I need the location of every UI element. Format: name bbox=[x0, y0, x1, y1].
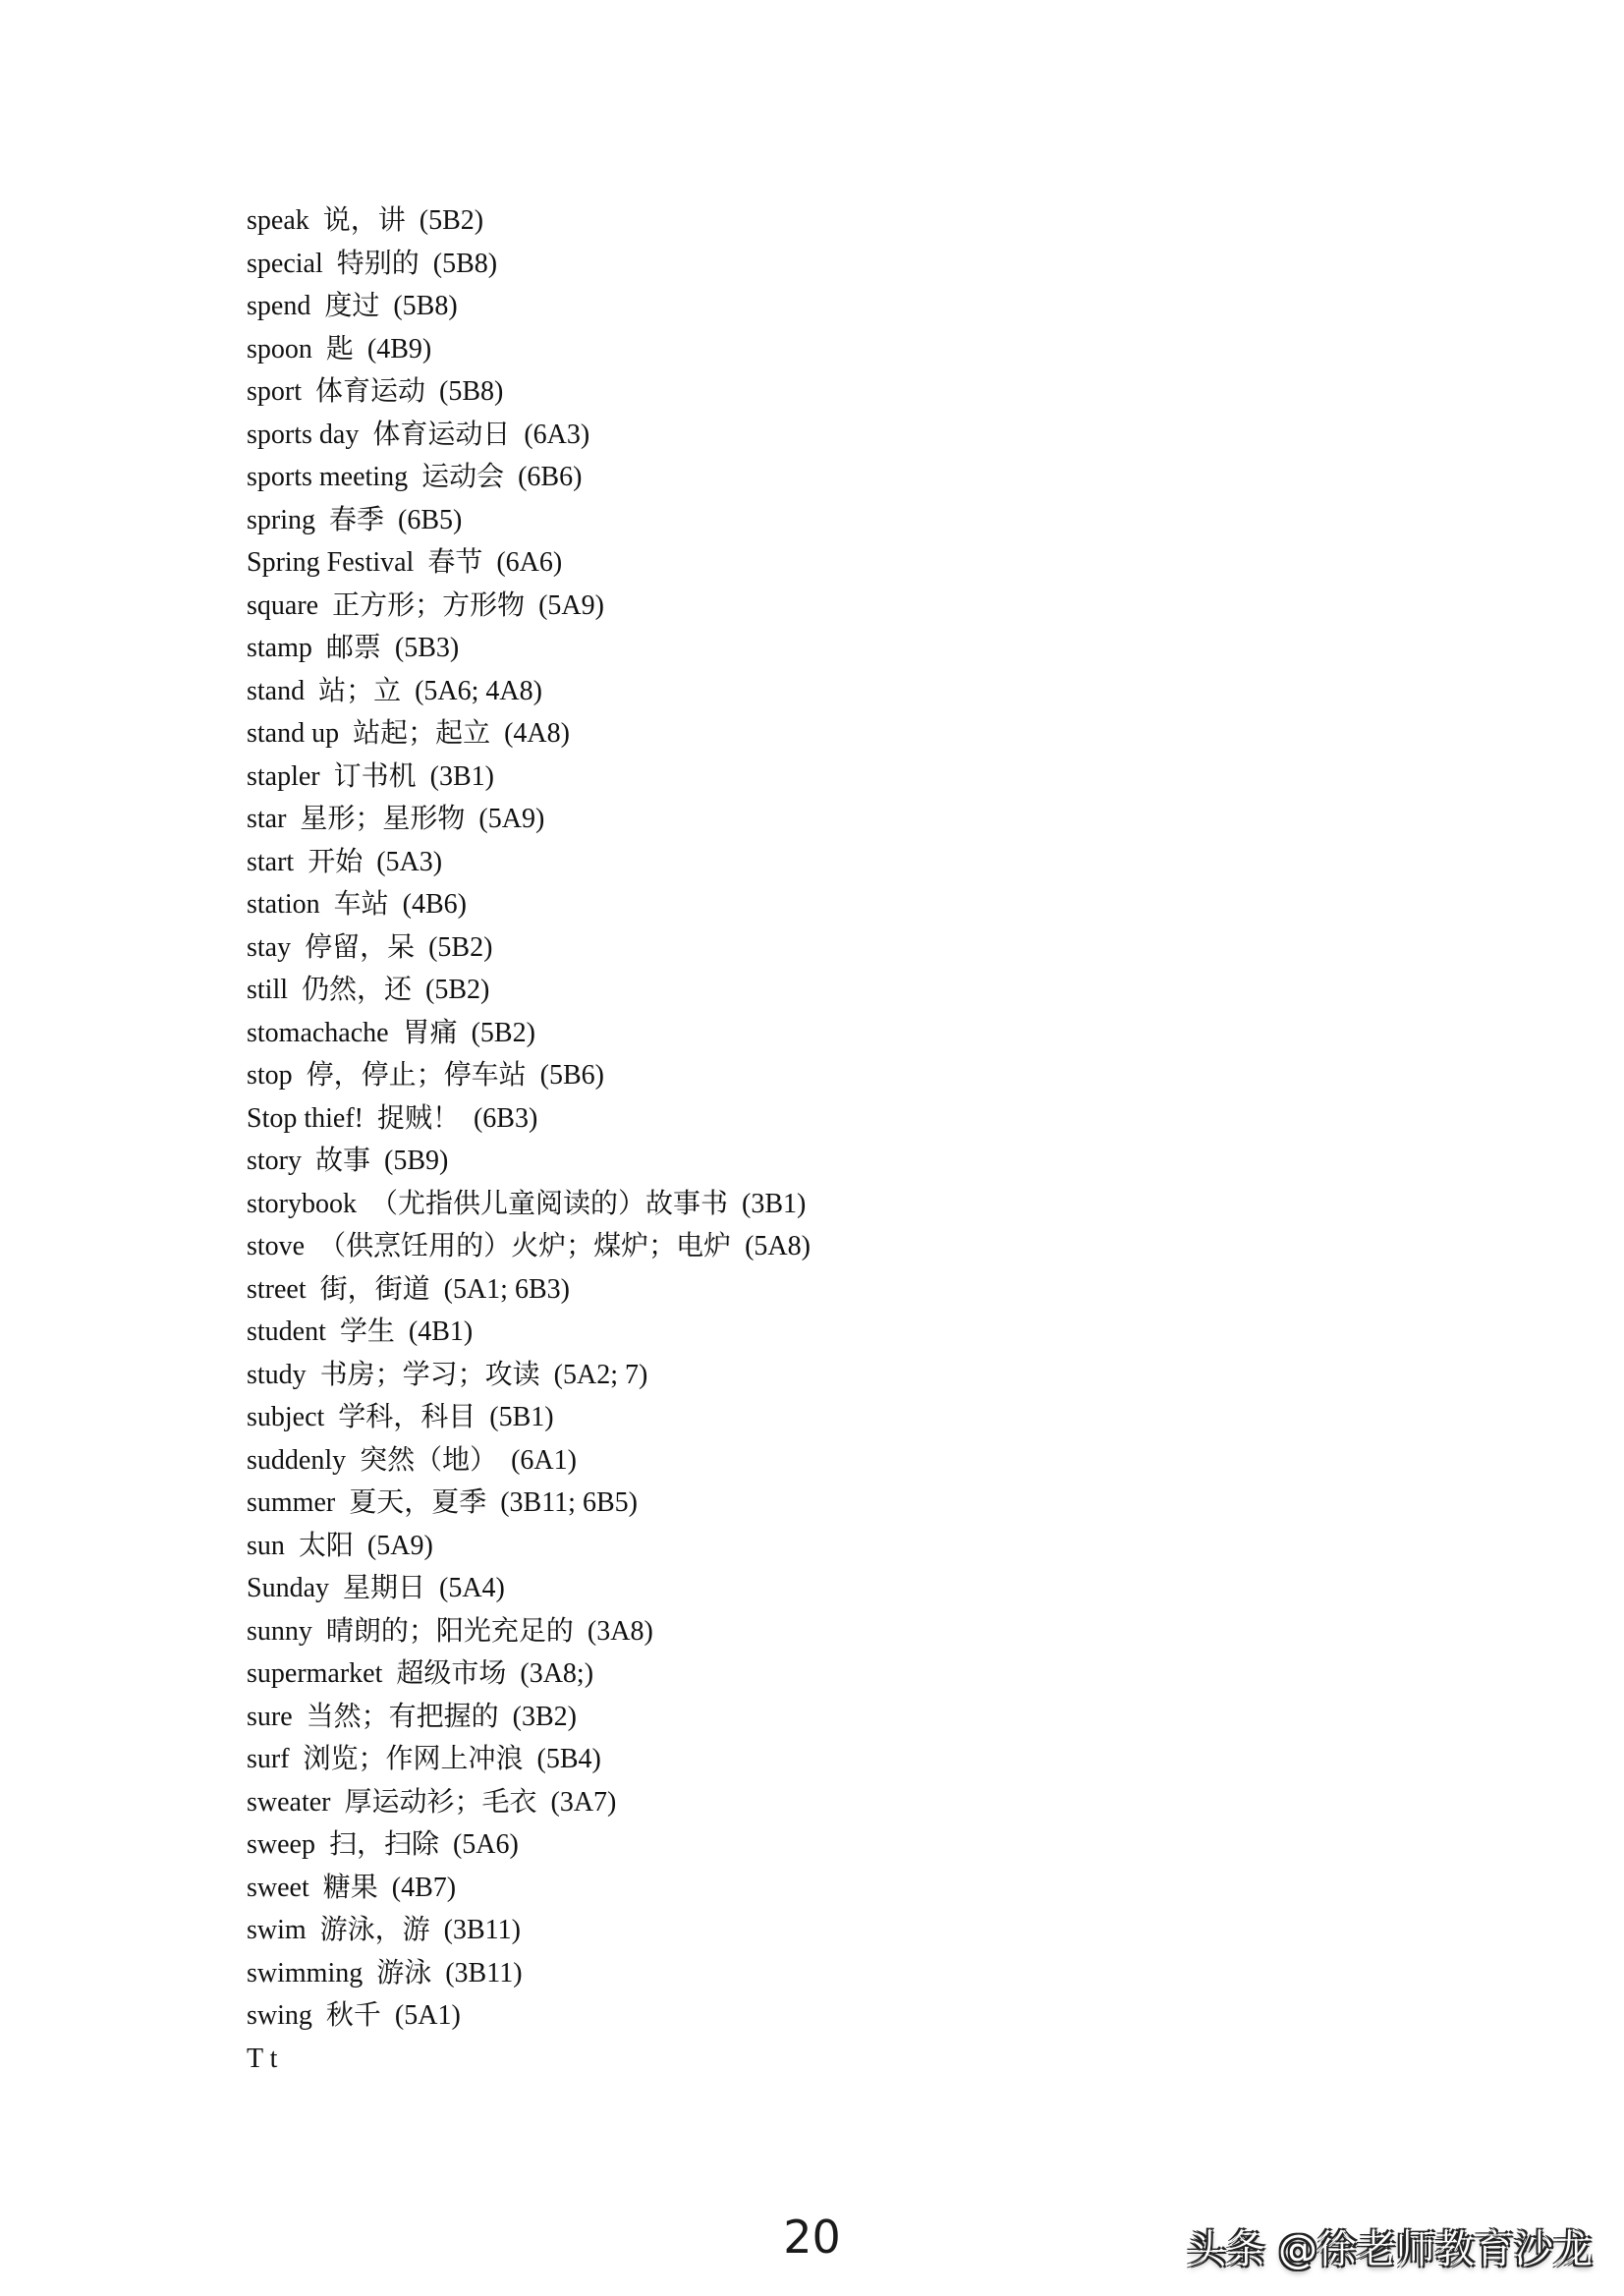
vocabulary-entry: Spring Festival 春节 (6A6) bbox=[247, 547, 563, 578]
vocabulary-entry: stay 停留，呆 (5B2) bbox=[247, 931, 493, 963]
vocabulary-entry: stand 站；立 (5A6; 4A8) bbox=[247, 675, 542, 706]
vocabulary-entry: stand up 站起；起立 (4A8) bbox=[247, 718, 570, 749]
watermark: 头条 @徐老师教育沙龙 bbox=[1187, 2227, 1593, 2272]
vocabulary-entry: special 特别的 (5B8) bbox=[247, 248, 498, 279]
vocabulary-entry: sweater 厚运动衫；毛衣 (3A7) bbox=[247, 1786, 617, 1818]
vocabulary-entry: subject 学科，科目 (5B1) bbox=[247, 1402, 554, 1432]
vocabulary-entry: student 学生 (4B1) bbox=[247, 1316, 474, 1347]
vocabulary-entry: story 故事 (5B9) bbox=[247, 1146, 449, 1176]
vocabulary-entry: stapler 订书机 (3B1) bbox=[247, 760, 494, 792]
vocabulary-entry: sun 太阳 (5A9) bbox=[247, 1530, 433, 1561]
vocabulary-entry: suddenly 突然（地） (6A1) bbox=[247, 1444, 577, 1476]
vocabulary-entry: supermarket 超级市场 (3A8;) bbox=[247, 1658, 594, 1689]
vocabulary-entry: star 星形；星形物 (5A9) bbox=[247, 804, 545, 834]
vocabulary-entry: spring 春季 (6B5) bbox=[247, 504, 463, 535]
vocabulary-entry: sweep 扫，扫除 (5A6) bbox=[247, 1829, 519, 1860]
vocabulary-entry: square 正方形；方形物 (5A9) bbox=[247, 589, 604, 621]
vocabulary-entry: sports day 体育运动日 (6A3) bbox=[247, 419, 590, 450]
page-number: 20 bbox=[783, 2211, 841, 2264]
vocabulary-entry: surf 浏览；作网上冲浪 (5B4) bbox=[247, 1744, 601, 1774]
vocabulary-entry: sports meeting 运动会 (6B6) bbox=[247, 462, 583, 492]
vocabulary-entry: sport 体育运动 (5B8) bbox=[247, 376, 504, 407]
vocabulary-entry: summer 夏天，夏季 (3B11; 6B5) bbox=[247, 1487, 638, 1518]
vocabulary-entry: stove （供烹饪用的）火炉；煤炉；电炉 (5A8) bbox=[247, 1231, 811, 1261]
vocabulary-entry: Stop thief! 捉贼！ (6B3) bbox=[247, 1102, 538, 1134]
vocabulary-entry: sunny 晴朗的；阳光充足的 (3A8) bbox=[247, 1615, 653, 1647]
vocabulary-entry: spoon 匙 (4B9) bbox=[247, 333, 432, 364]
vocabulary-entry: stamp 邮票 (5B3) bbox=[247, 633, 460, 663]
vocabulary-entry: study 书房；学习；攻读 (5A2; 7) bbox=[247, 1359, 648, 1390]
vocabulary-entry: start 开始 (5A3) bbox=[247, 846, 443, 877]
vocabulary-entry: swimming 游泳 (3B11) bbox=[247, 1957, 523, 1988]
vocabulary-list bbox=[247, 199, 811, 2080]
vocabulary-entry: speak 说，讲 (5B2) bbox=[247, 205, 484, 236]
vocabulary-entry: swing 秋千 (5A1) bbox=[247, 2000, 461, 2031]
vocabulary-entry: Sunday 星期日 (5A4) bbox=[247, 1573, 505, 1603]
vocabulary-entry: sweet 糖果 (4B7) bbox=[247, 1872, 457, 1903]
vocabulary-entry: still 仍然，还 (5B2) bbox=[247, 975, 490, 1005]
vocabulary-entry: swim 游泳，游 (3B11) bbox=[247, 1915, 521, 1945]
vocabulary-entry: stomachache 胃痛 (5B2) bbox=[247, 1017, 535, 1048]
vocabulary-entry: storybook （尤指供儿童阅读的）故事书 (3B1) bbox=[247, 1188, 807, 1219]
vocabulary-entry: sure 当然；有把握的 (3B2) bbox=[247, 1701, 577, 1732]
section-letter-heading: T t bbox=[247, 2043, 278, 2074]
vocabulary-entry: spend 度过 (5B8) bbox=[247, 291, 458, 321]
vocabulary-entry: street 街，街道 (5A1; 6B3) bbox=[247, 1273, 570, 1305]
vocabulary-entry: station 车站 (4B6) bbox=[247, 889, 467, 920]
vocabulary-entry: stop 停，停止；停车站 (5B6) bbox=[247, 1060, 605, 1091]
